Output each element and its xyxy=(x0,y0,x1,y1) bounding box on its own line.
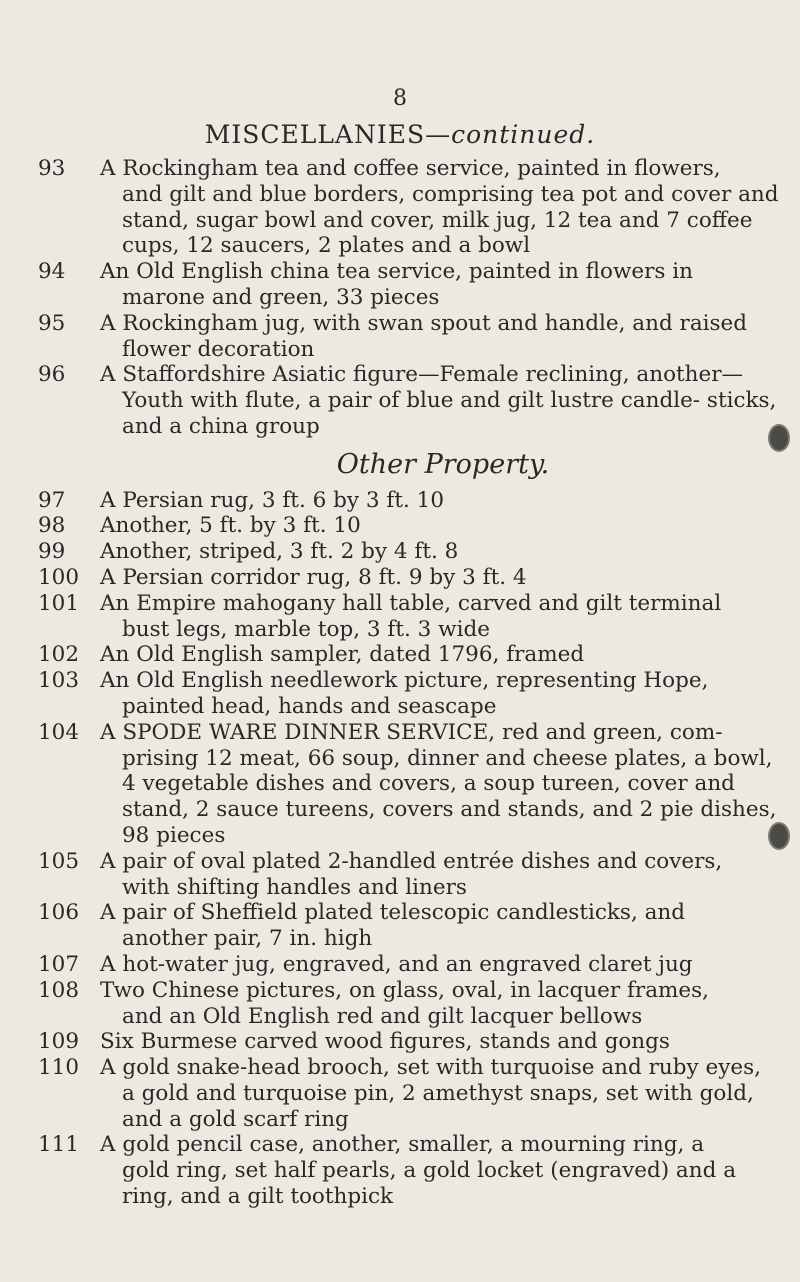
lot-item xyxy=(38,1029,788,1055)
lot-description xyxy=(90,513,788,539)
lot-item xyxy=(38,565,788,591)
lot-item xyxy=(38,156,788,259)
lot-description-continuation: another pair, 7 in. high xyxy=(122,926,373,952)
punch-hole xyxy=(768,822,790,850)
punch-hole xyxy=(768,424,790,452)
lot-number: 100 xyxy=(38,564,80,590)
lot-number: 108 xyxy=(38,977,80,1003)
lot-item xyxy=(38,539,788,565)
lot-number: 102 xyxy=(38,642,80,668)
lot-description-first-line: A Persian corridor rug, 8 ft. 9 by 3 ft. 4 xyxy=(100,564,527,590)
lot-description-first-line: A SPODE WARE DINNER SERVICE, red and green, com- xyxy=(100,719,723,745)
lot-list xyxy=(38,156,788,1210)
lot-description xyxy=(90,642,788,668)
lot-number: 98 xyxy=(38,513,66,539)
lot-description-first-line: A Rockingham tea and coffee service, painted in flowers, xyxy=(100,156,721,181)
lot-description xyxy=(90,900,788,952)
lot-item xyxy=(38,849,788,901)
lot-item xyxy=(38,978,788,1030)
lot-number: 110 xyxy=(38,1055,80,1081)
lot-description xyxy=(90,259,788,311)
lot-description xyxy=(90,539,788,565)
lot-number: 101 xyxy=(38,590,80,616)
lot-description xyxy=(90,156,788,259)
lot-description-continuation: bust legs, marble top, 3 ft. 3 wide xyxy=(122,616,490,642)
lot-description-first-line: A Rockingham jug, with swan spout and handle, and raised xyxy=(100,310,748,336)
lot-item xyxy=(38,720,788,849)
lot-number: 96 xyxy=(38,362,66,388)
lot-description-first-line: A Persian rug, 3 ft. 6 by 3 ft. 10 xyxy=(100,487,444,513)
lot-number: 104 xyxy=(38,719,80,745)
lot-item xyxy=(38,311,788,363)
lot-description-first-line: A pair of oval plated 2-handled entrée dishes and covers, xyxy=(100,848,723,874)
lot-description xyxy=(90,978,788,1030)
lot-number: 99 xyxy=(38,539,66,565)
lot-item xyxy=(38,1055,788,1132)
lot-description-first-line: An Empire mahogany hall table, carved and gilt terminal xyxy=(100,590,722,616)
lot-item xyxy=(38,642,788,668)
lot-description xyxy=(90,1132,788,1209)
lot-number: 94 xyxy=(38,259,66,285)
lot-description-first-line: A gold pencil case, another, smaller, a mourning ring, a xyxy=(100,1132,705,1158)
lot-description-first-line: An Old English needlework picture, representing Hope, xyxy=(100,668,709,694)
page-header xyxy=(0,120,800,149)
lot-description-first-line: A gold snake-head brooch, set with turquoise and ruby eyes, xyxy=(100,1055,761,1081)
lot-description xyxy=(90,488,788,514)
lot-number: 111 xyxy=(38,1132,80,1158)
lot-description-continuation: flower decoration xyxy=(122,336,315,362)
lot-description xyxy=(90,1055,788,1132)
lot-description-continuation: and gilt and blue borders, comprising tea pot and cover and stand, sugar bowl and cover, milk jug, 12 tea and 7 coffee cups, 12 saucers, 2 plates and a bowl xyxy=(122,181,779,259)
lot-description xyxy=(90,311,788,363)
lot-item xyxy=(38,513,788,539)
lot-item xyxy=(38,488,788,514)
lot-number: 97 xyxy=(38,487,66,513)
lot-item xyxy=(38,900,788,952)
lot-number: 93 xyxy=(38,156,66,181)
lot-description-continuation: painted head, hands and seascape xyxy=(122,693,497,719)
lot-number: 105 xyxy=(38,848,80,874)
lot-description xyxy=(90,362,788,439)
lot-description xyxy=(90,849,788,901)
lot-number: 107 xyxy=(38,951,80,977)
lot-description-first-line: A Staffordshire Asiatic figure—Female reclining, another— xyxy=(100,362,743,388)
section-title: Other Property. xyxy=(336,448,550,480)
lot-item xyxy=(38,591,788,643)
lot-number: 103 xyxy=(38,668,80,694)
lot-description xyxy=(90,952,788,978)
header-title: MISCELLANIES— xyxy=(204,120,452,149)
lot-description-first-line: Six Burmese carved wood figures, stands and gongs xyxy=(100,1029,670,1055)
lot-description-first-line: Another, striped, 3 ft. 2 by 4 ft. 8 xyxy=(100,539,459,565)
lot-description xyxy=(90,668,788,720)
lot-description-continuation: a gold and turquoise pin, 2 amethyst snaps, set with gold, and a gold scarf ring xyxy=(122,1080,754,1132)
lot-description xyxy=(90,1029,788,1055)
lot-description-continuation: with shifting handles and liners xyxy=(122,874,467,900)
lot-description xyxy=(90,720,788,849)
lot-description-continuation: and an Old English red and gilt lacquer bellows xyxy=(122,1003,643,1029)
lot-description-continuation: prising 12 meat, 66 soup, dinner and cheese plates, a bowl, 4 vegetable dishes and covers, a soup tureen, cover and stand, 2 sauce tureens, covers and stands, and 2 pie dishes, 98 pieces xyxy=(122,745,777,848)
lot-description-first-line: Two Chinese pictures, on glass, oval, in lacquer frames, xyxy=(100,977,710,1003)
lot-description-first-line: A pair of Sheffield plated telescopic candlesticks, and xyxy=(100,900,686,926)
lot-item xyxy=(38,259,788,311)
lot-number: 106 xyxy=(38,900,80,926)
lot-description-first-line: An Old English sampler, dated 1796, framed xyxy=(100,642,585,668)
page-number: 8 xyxy=(393,86,407,111)
lot-description-first-line: A hot-water jug, engraved, and an engraved claret jug xyxy=(100,951,693,977)
lot-number: 109 xyxy=(38,1029,80,1055)
lot-description-first-line: Another, 5 ft. by 3 ft. 10 xyxy=(100,513,361,539)
header-suffix: continued. xyxy=(451,120,596,149)
lot-item xyxy=(38,362,788,439)
lot-description-continuation: Youth with flute, a pair of blue and gilt lustre candle- sticks, and a china group xyxy=(122,388,777,439)
lot-description xyxy=(90,565,788,591)
lot-description-continuation: marone and green, 33 pieces xyxy=(122,284,440,310)
lot-description xyxy=(90,591,788,643)
lot-number: 95 xyxy=(38,310,66,336)
lot-description-first-line: An Old English china tea service, painted in flowers in xyxy=(100,259,693,285)
lot-item xyxy=(38,668,788,720)
lot-description-continuation: gold ring, set half pearls, a gold locket (engraved) and a ring, and a gilt toothpick xyxy=(122,1158,737,1210)
lot-item xyxy=(38,952,788,978)
lot-item xyxy=(38,1132,788,1209)
